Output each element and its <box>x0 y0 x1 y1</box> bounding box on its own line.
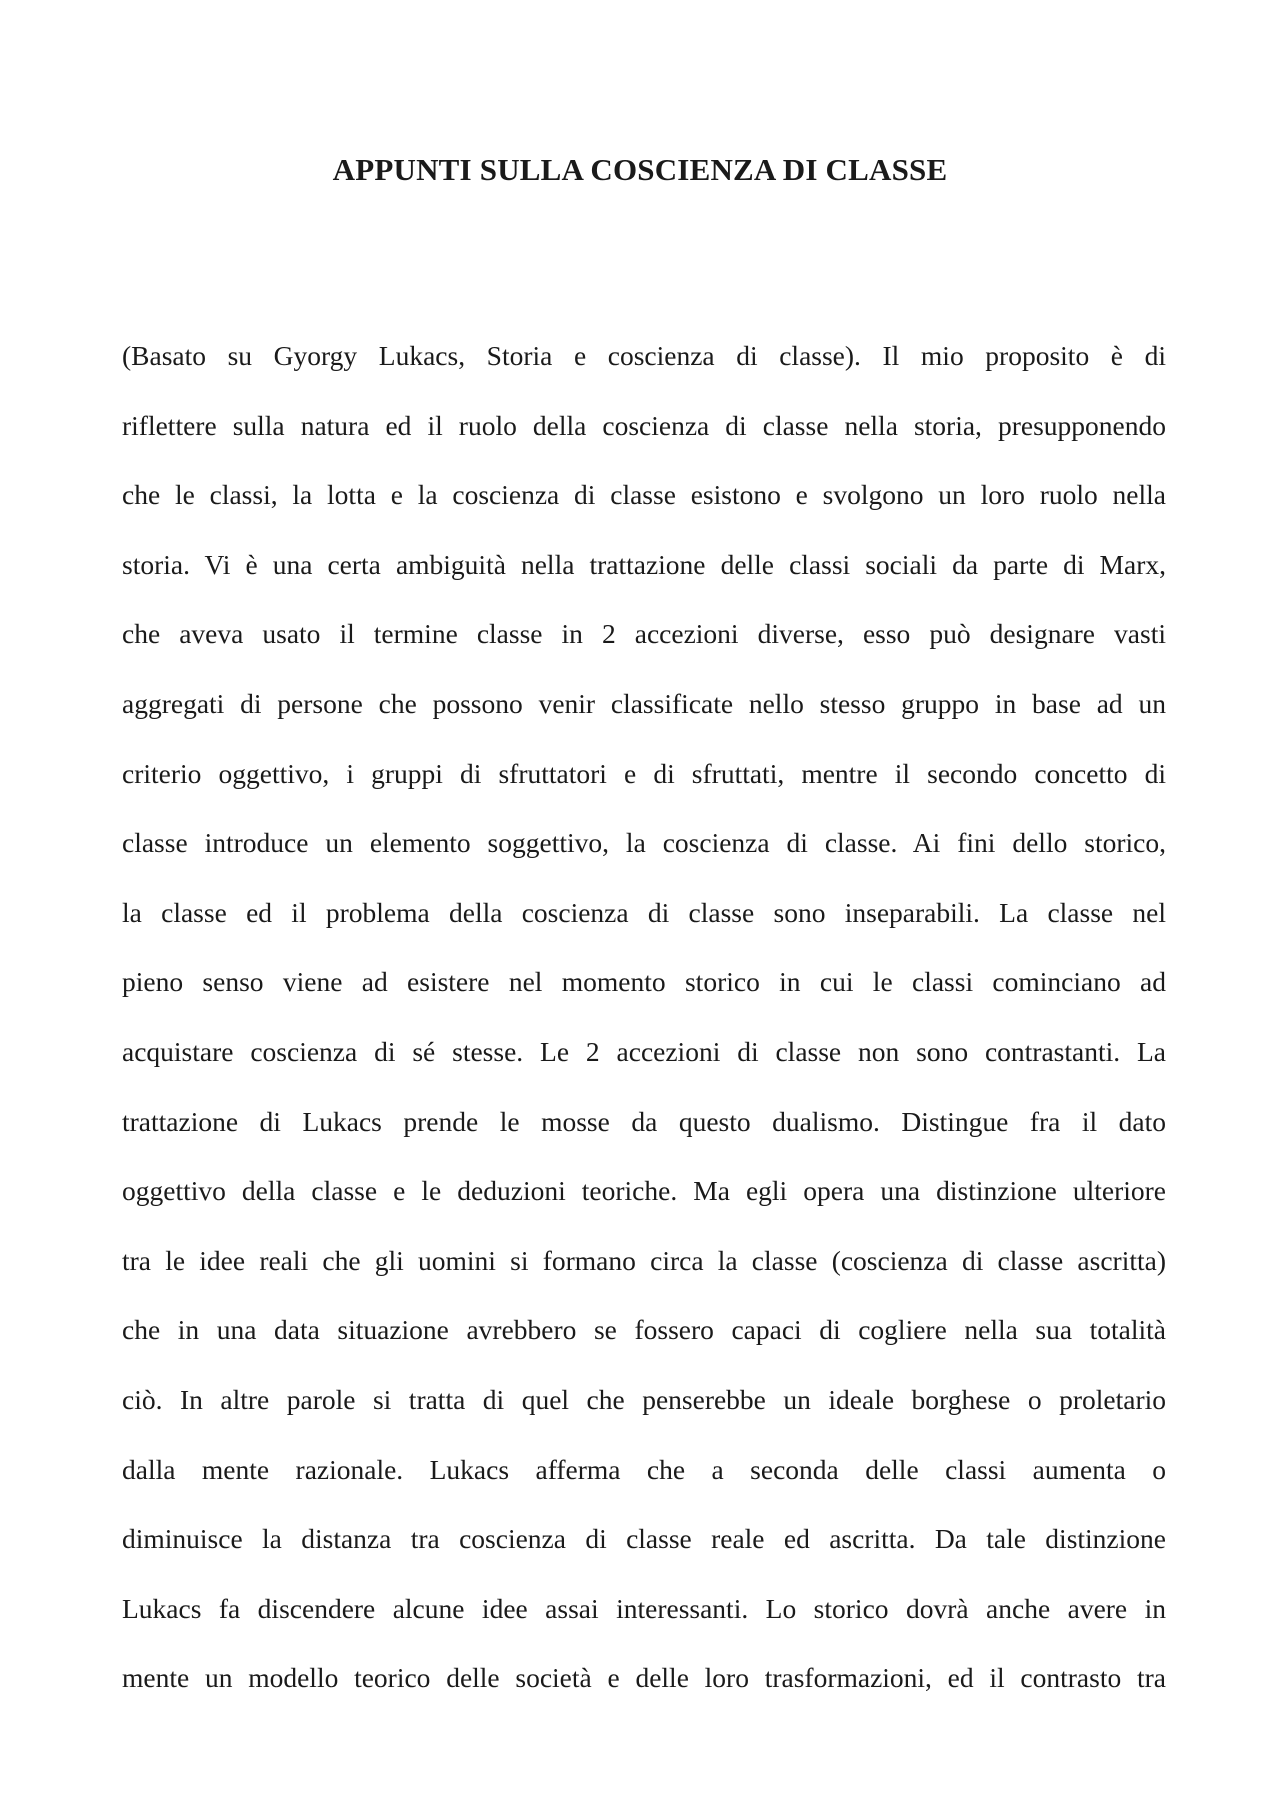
text-line: che le classi, la lotta e la coscienza di classe esistono e svolgono un loro ruolo nella <box>122 479 1166 511</box>
text-line: ciò. In altre parole si tratta di quel che penserebbe un ideale borghese o proletario <box>122 1383 1166 1415</box>
text-line: riflettere sulla natura ed il ruolo della coscienza di classe nella storia, presupponendo <box>122 409 1166 441</box>
text-line: classe introduce un elemento soggettivo, la coscienza di classe. Ai fini dello storico, <box>122 827 1166 859</box>
page-title: APPUNTI SULLA COSCIENZA DI CLASSE <box>332 152 948 187</box>
text-line: Lukacs fa discendere alcune idee assai interessanti. Lo storico dovrà anche avere in <box>122 1592 1166 1624</box>
text-line: storia. Vi è una certa ambiguità nella trattazione delle classi sociali da parte di Marx, <box>122 548 1166 580</box>
text-line: diminuisce la distanza tra coscienza di classe reale ed ascritta. Da tale distinzione <box>122 1523 1166 1555</box>
text-line: trattazione di Lukacs prende le mosse da questo dualismo. Distingue fra il dato <box>122 1105 1166 1137</box>
text-line: acquistare coscienza di sé stesse. Le 2 accezioni di classe non sono contrastanti. La <box>122 1035 1166 1067</box>
text-line: (Basato su Gyorgy Lukacs, Storia e coscienza di classe). Il mio proposito è di <box>122 340 1166 371</box>
body-paragraph <box>122 338 1166 1730</box>
text-line: pieno senso viene ad esistere nel momento storico in cui le classi cominciano ad <box>122 966 1166 998</box>
text-line: che in una data situazione avrebbero se fossero capaci di cogliere nella sua totalità <box>122 1314 1166 1346</box>
text-line: aggregati di persone che possono venir classificate nello stesso gruppo in base ad un <box>122 687 1166 719</box>
text-line: tra le idee reali che gli uomini si formano circa la classe (coscienza di classe ascritta) <box>122 1244 1166 1276</box>
text-line: la classe ed il problema della coscienza di classe sono inseparabili. La classe nel <box>122 896 1166 928</box>
text-line: che aveva usato il termine classe in 2 accezioni diverse, esso può designare vasti <box>122 618 1166 650</box>
text-line: mente un modello teorico delle società e delle loro trasformazioni, ed il contrasto tra <box>122 1662 1166 1694</box>
text-line: oggettivo della classe e le deduzioni teoriche. Ma egli opera una distinzione ulteriore <box>122 1175 1166 1207</box>
text-line: dalla mente razionale. Lukacs afferma che a seconda delle classi aumenta o <box>122 1453 1166 1485</box>
text-line: criterio oggettivo, i gruppi di sfruttatori e di sfruttati, mentre il secondo concetto di <box>122 757 1166 789</box>
